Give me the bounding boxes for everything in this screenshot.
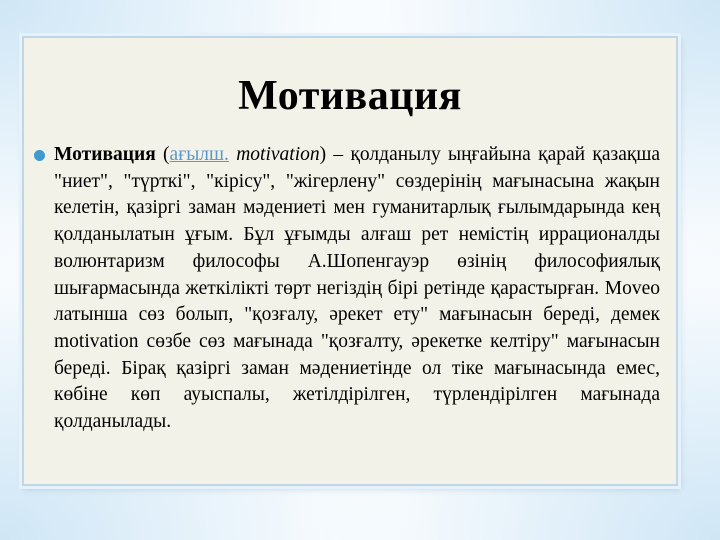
source-language-link[interactable]: ағылш. bbox=[169, 144, 229, 165]
definition-body: – қолданылу ыңғайына қарай қазақша "ниет", "түрткі", "кірісу", "жігерлену" сөздерінің мағынасына жақын келетін, қазіргі заман мәдениеті мен гуманитарлық ғылымдарында кең қолданылатын ұғым. Бұл ұғымды алғаш рет немістің иррационалды волюнтаризм философы А.Шопенгауэр өзінің философиялық шығармасында жеткілікті төрт негіздің бірі ретінде қарастырған. Moveo латынша сөз болып, "қозғалу, әрекет ету" мағынасын береді, демек motivation сөзбе сөз мағынада "қозғалту, әрекетке келтіру" мағынасын береді. Бірақ қазіргі заман мәдениетінде ол тіке мағынасында емес, көбіне көп ауыспалы, жетілдірілген, түрлендірілген мағынада қолданылады. bbox=[54, 144, 660, 433]
bullet-text bbox=[54, 142, 660, 436]
foreign-word: motivation bbox=[236, 144, 320, 165]
bullet-dot-icon bbox=[34, 150, 45, 161]
term-heading: Мотивация bbox=[54, 144, 156, 165]
paren-close: ) bbox=[319, 144, 327, 165]
paren-open: ( bbox=[155, 144, 170, 165]
slide-title: Мотивация bbox=[238, 73, 462, 119]
